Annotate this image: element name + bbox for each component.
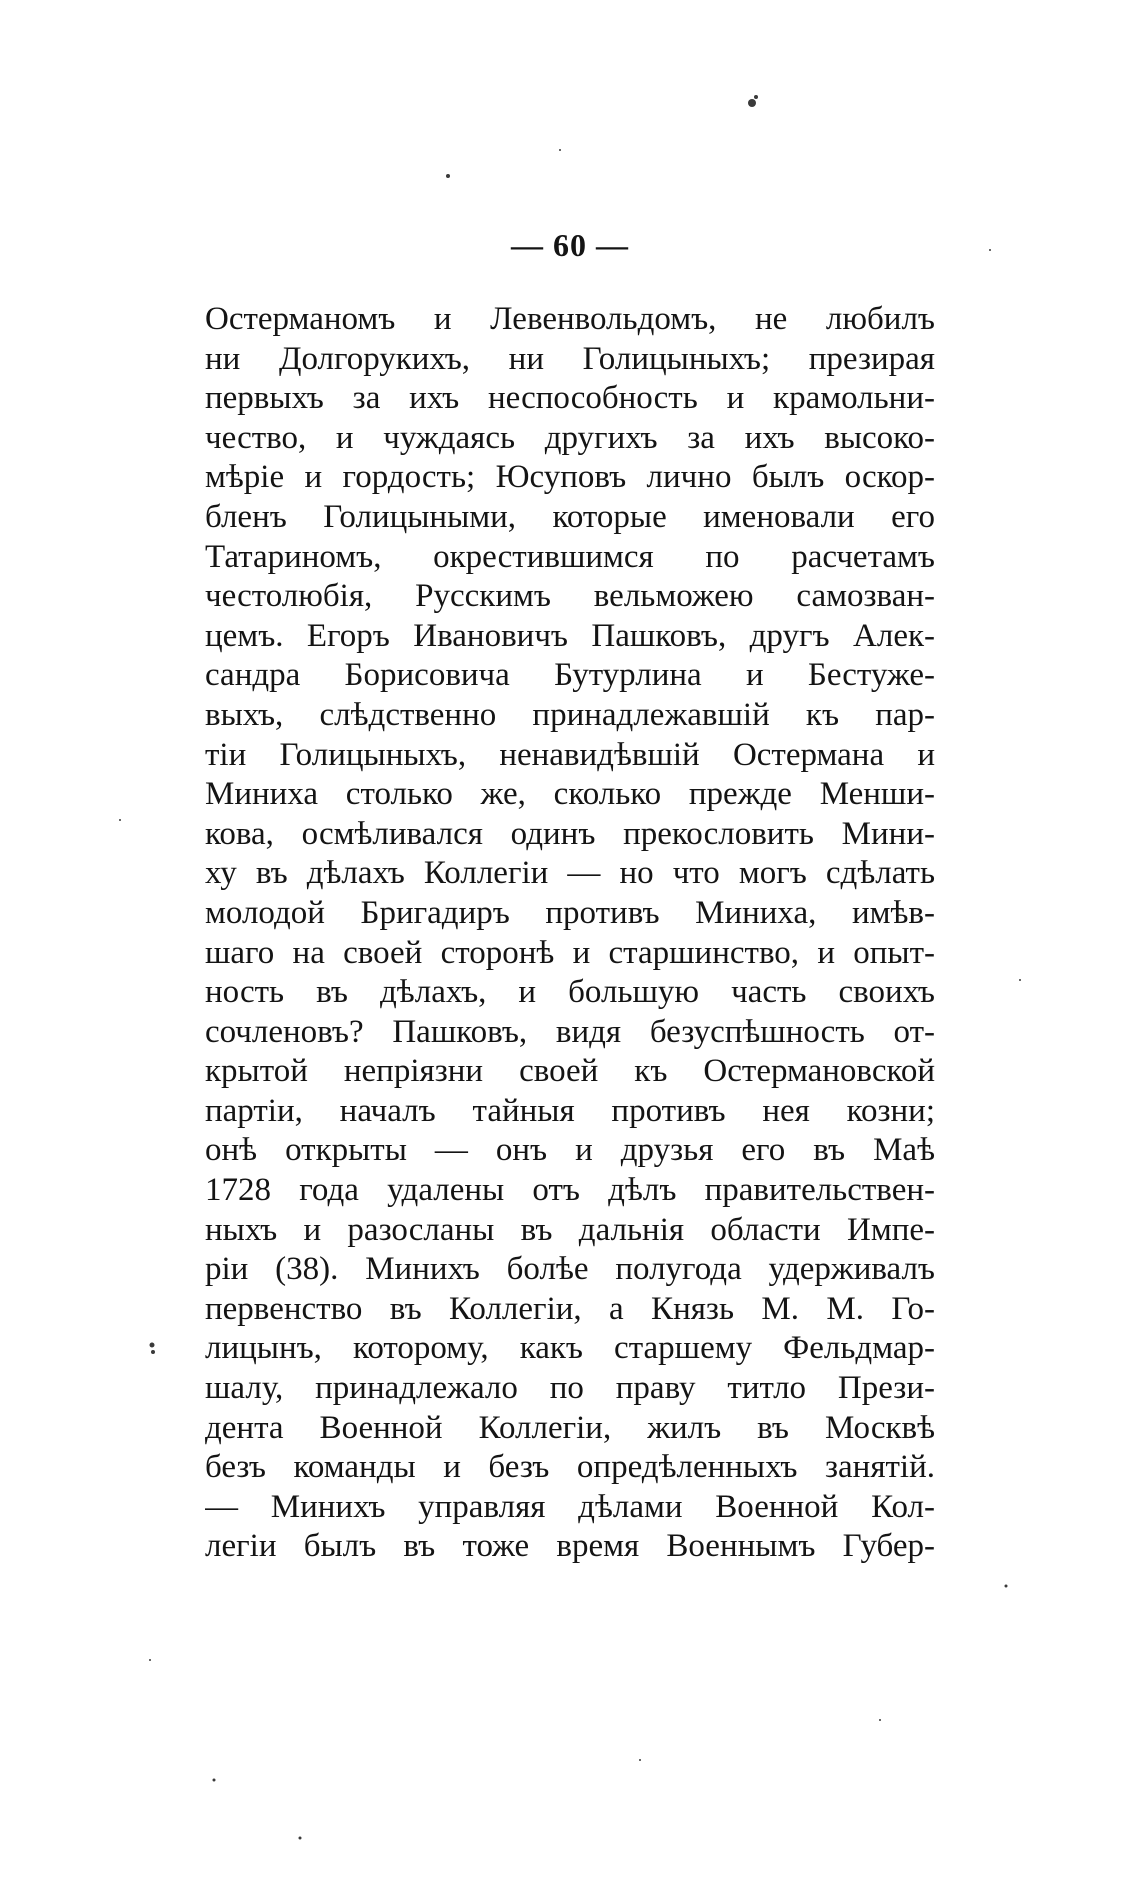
text-line: ху въ дѣлахъ Коллегіи — но что могъ сдѣлать (205, 855, 935, 892)
text-line: первыхъ за ихъ неспособность и крамольни- (205, 380, 935, 417)
text-line: ныхъ и разосланы въ дальнія области Импе- (205, 1211, 935, 1248)
text-line: выхъ, слѣдственно принадлежавшій къ пар- (205, 696, 935, 733)
text-line: Миниха столько же, сколько прежде Менши- (205, 776, 935, 813)
text-line: — Минихъ управляя дѣлами Военной Кол- (205, 1488, 935, 1525)
text-line: легіи былъ въ тоже время Военнымъ Губер- (205, 1528, 935, 1565)
text-line: молодой Бригадиръ противъ Миниха, имѣв- (205, 894, 935, 931)
text-line: дента Военной Коллегіи, жилъ въ Москвѣ (205, 1409, 935, 1446)
text-line: ность въ дѣлахъ, и большую часть своихъ (205, 974, 935, 1011)
page-number: — 60 — (511, 227, 629, 263)
text-line: чество, и чуждаясь другихъ за ихъ высоко- (205, 419, 935, 456)
text-line: тіи Голицыныхъ, ненавидѣвшій Остермана и (205, 736, 935, 773)
text-line: цемъ. Егоръ Ивановичъ Пашковъ, другъ Алек- (205, 617, 935, 654)
body-text (205, 300, 935, 1567)
text-line: кова, осмѣливался одинъ прекословить Мини- (205, 815, 935, 852)
text-line: Татариномъ, окрестившимся по расчетамъ (205, 538, 935, 575)
text-line: ни Долгорукихъ, ни Голицыныхъ; презирая (205, 340, 935, 377)
text-line: шаго на своей сторонѣ и старшинство, и опыт- (205, 934, 935, 971)
text-line: Остерманомъ и Левенвольдомъ, не любилъ (205, 301, 935, 337)
text-line: честолюбія, Русскимъ вельможею самозван- (205, 578, 935, 615)
text-line: шалу, принадлежало по праву титло Прези- (205, 1370, 935, 1407)
text-line: 1728 года удалены отъ дѣлъ правительствен- (205, 1172, 935, 1209)
text-line: сочленовъ? Пашковъ, видя безуспѣшность от- (205, 1013, 935, 1050)
text-line: онѣ открыты — онъ и друзья его въ Маѣ (205, 1132, 935, 1169)
text-line: партіи, началъ тайныя противъ нея козни; (205, 1092, 935, 1129)
text-line: первенство въ Коллегіи, а Князь М. М. Го- (205, 1290, 935, 1327)
text-line: сандра Борисовича Бутурлина и Бестуже- (205, 657, 935, 694)
text-line: бленъ Голицыными, которые именовали его (205, 498, 935, 535)
text-line: крытой непріязни своей къ Остермановской (205, 1053, 935, 1090)
text-line: лицынъ, которому, какъ старшему Фельдмар- (205, 1330, 935, 1367)
text-line: безъ команды и безъ опредѣленныхъ занятій. (205, 1449, 935, 1486)
text-line: мѣріе и гордость; Юсуповъ лично былъ оскор- (205, 459, 935, 496)
text-line: ріи (38). Минихъ болѣе полугода удерживалъ (205, 1251, 935, 1288)
